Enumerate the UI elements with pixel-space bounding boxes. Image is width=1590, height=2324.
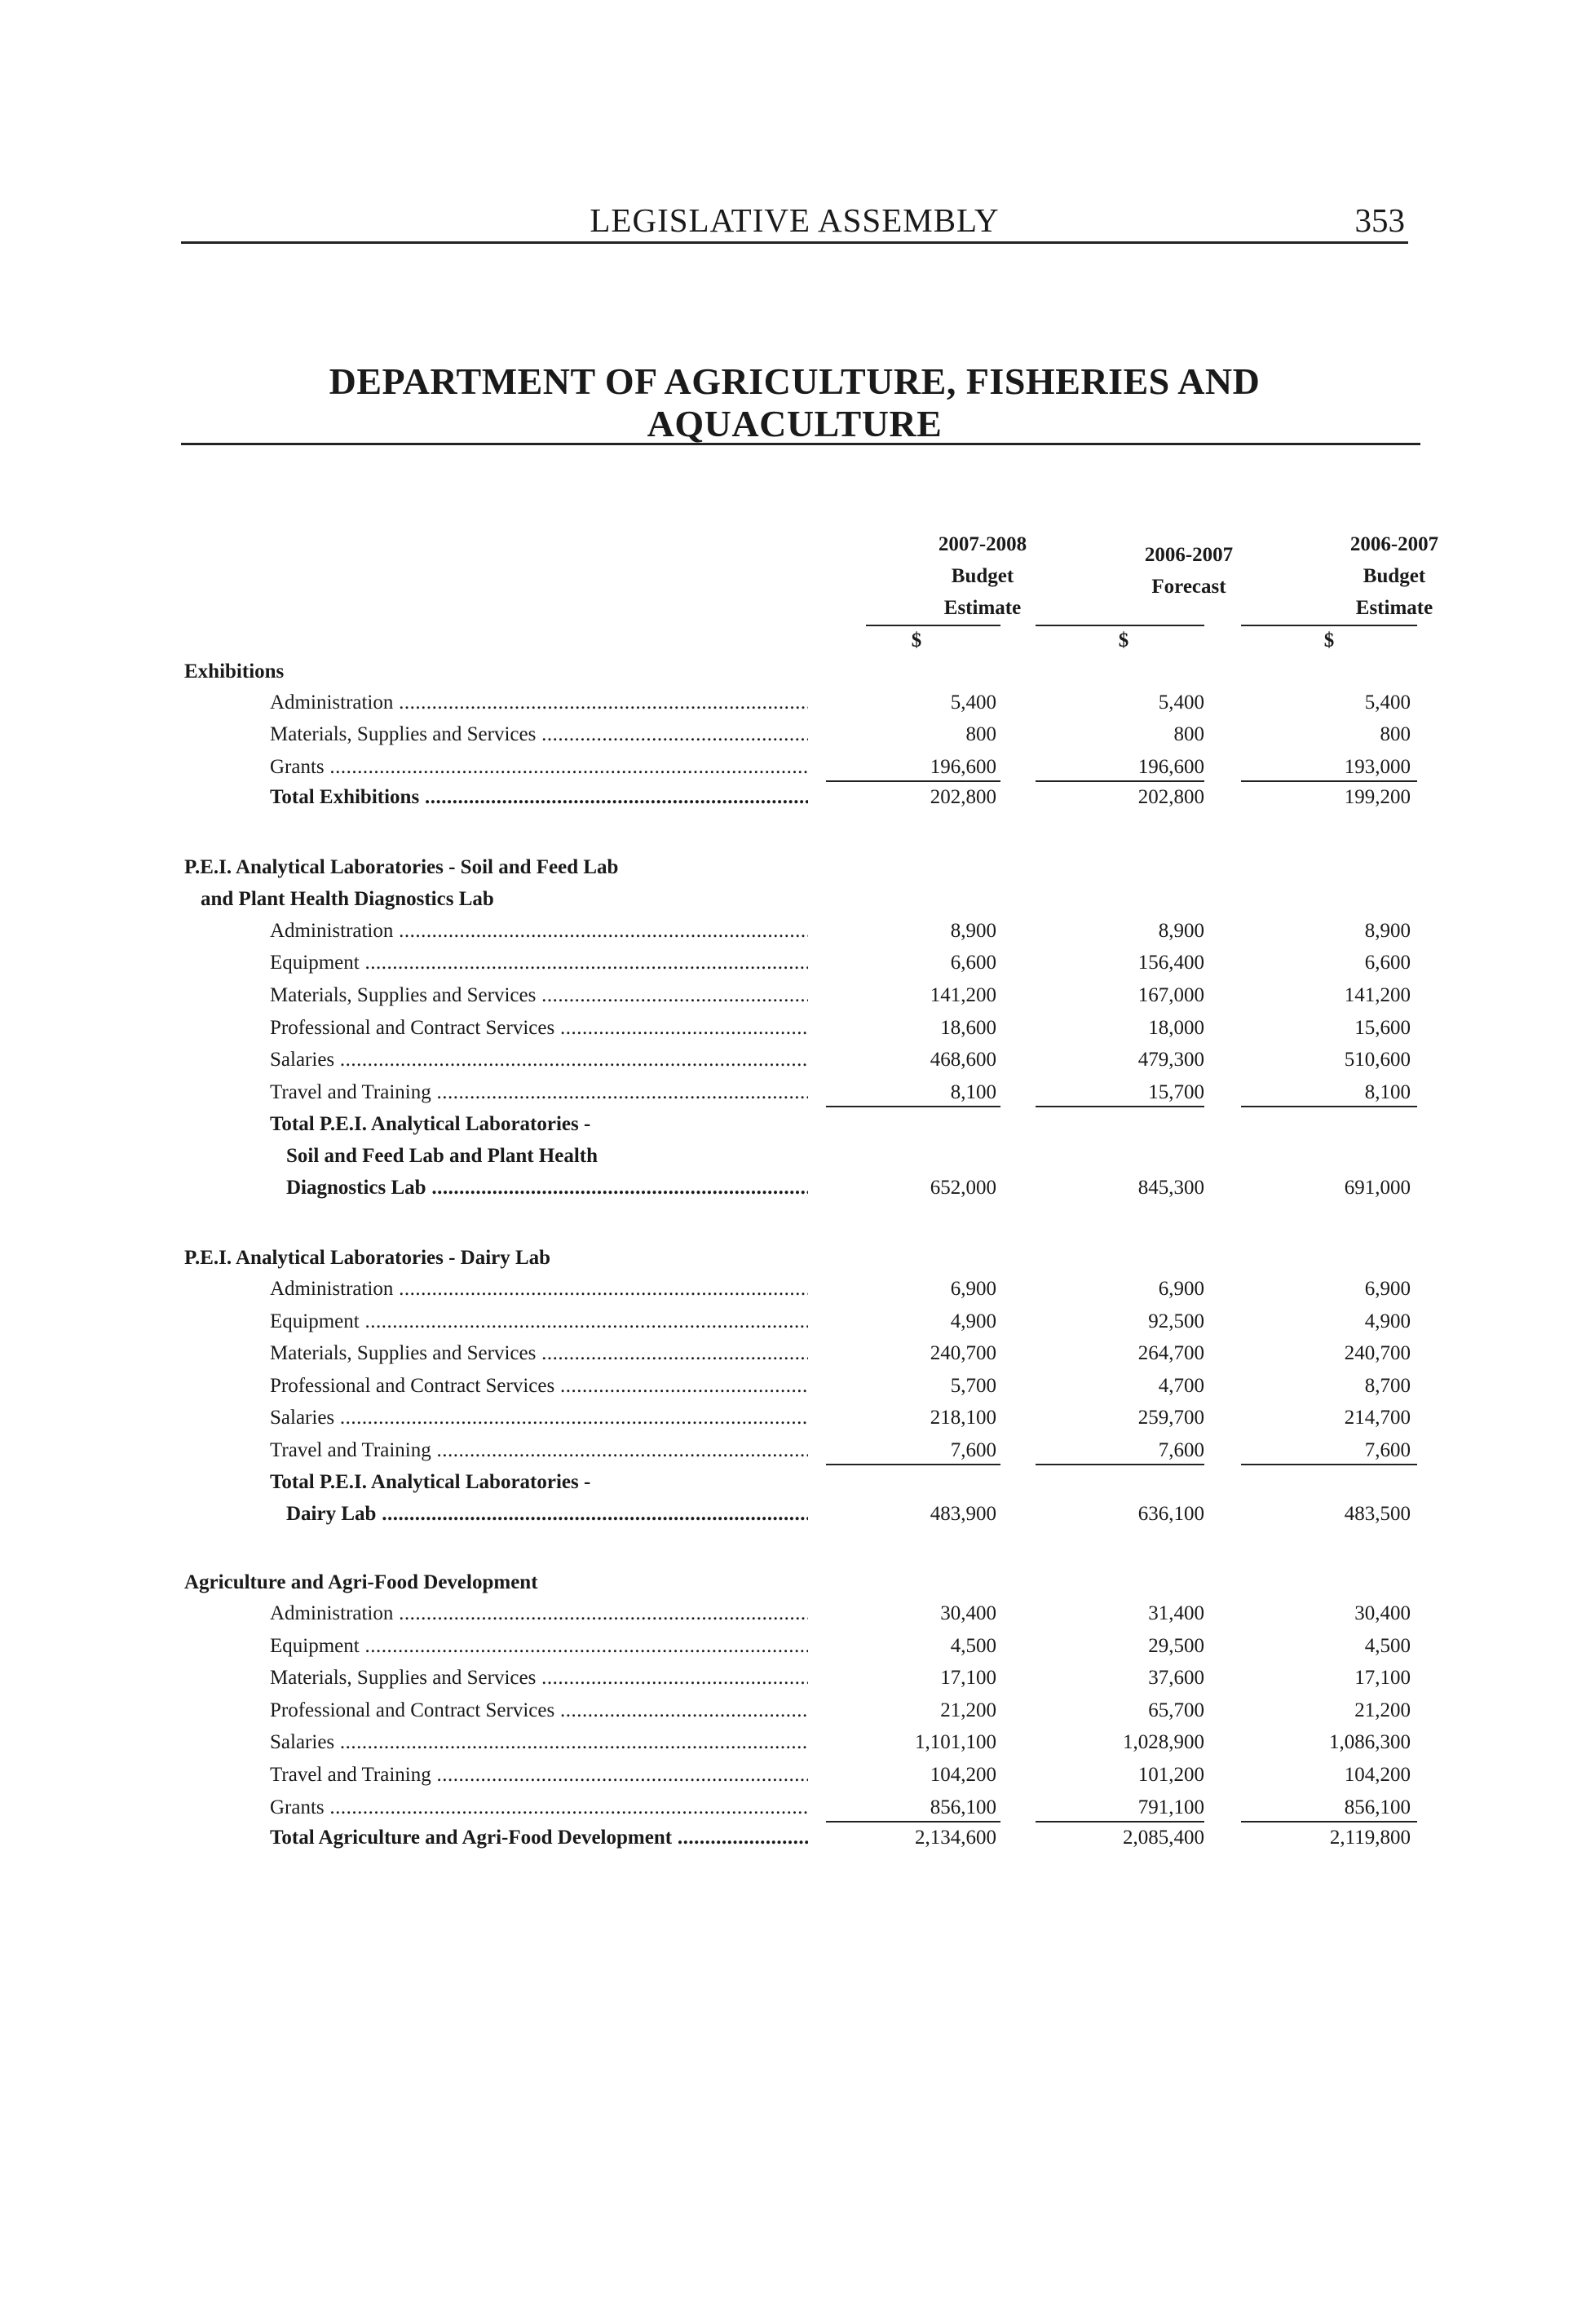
title-rule (181, 443, 1420, 445)
total-forecast-2006: 845,300 (1137, 1177, 1204, 1199)
value-budget-2006: 510,600 (1344, 1049, 1411, 1071)
row-label: Salaries ..... (270, 1407, 808, 1429)
table-row (0, 1731, 1590, 1764)
subtotal-rule (1036, 780, 1204, 782)
total-budget-2006: 2,119,800 (1329, 1827, 1411, 1849)
column-header-2 (1125, 534, 1252, 598)
table-row (0, 1667, 1590, 1699)
row-label: Materials, Supplies and Services ..... (270, 1342, 808, 1365)
total-row (0, 786, 1590, 819)
value-forecast-2006: 15,700 (1148, 1081, 1204, 1103)
row-label: Administration ..... (270, 920, 808, 943)
table-row (0, 952, 1590, 984)
total-forecast-2006: 2,085,400 (1123, 1827, 1204, 1849)
value-budget-2006: 5,400 (1364, 691, 1411, 714)
row-label: Equipment ..... (270, 1635, 808, 1658)
header-title: LEGISLATIVE ASSEMBLY (590, 201, 1000, 239)
subtotal-rule (1241, 1464, 1417, 1465)
row-label: Administration ..... (270, 1602, 808, 1625)
value-budget-2006: 214,700 (1344, 1407, 1411, 1429)
value-budget-2007: 218,100 (930, 1407, 996, 1429)
col3-line3: Estimate (1355, 597, 1433, 619)
value-forecast-2006: 800 (1173, 723, 1204, 745)
row-label: Materials, Supplies and Services ..... (270, 723, 808, 746)
row-label: Travel and Training ..... (270, 1764, 808, 1787)
table-row (0, 1310, 1590, 1343)
table-row (0, 1049, 1590, 1081)
total-row (0, 1177, 1590, 1209)
table-row (0, 1602, 1590, 1635)
total-label: Total Agriculture and Agri-Food Development ..... (270, 1827, 808, 1849)
total-budget-2006: 691,000 (1344, 1177, 1411, 1199)
value-budget-2006: 8,700 (1364, 1375, 1411, 1397)
section-title-continued: and Plant Health Diagnostics Lab (201, 888, 494, 910)
total-row (0, 1827, 1590, 1859)
subtotal-rule (1241, 1821, 1417, 1823)
value-budget-2007: 856,100 (930, 1796, 996, 1818)
total-budget-2007: 652,000 (930, 1177, 996, 1199)
value-forecast-2006: 1,028,900 (1123, 1731, 1204, 1753)
col1-line1: 2007-2008 (938, 533, 1027, 555)
table-row (0, 920, 1590, 952)
col1-line2: Budget (951, 565, 1014, 587)
value-budget-2006: 8,100 (1364, 1081, 1411, 1103)
value-budget-2007: 196,600 (930, 756, 996, 778)
table-row (0, 691, 1590, 724)
unit-col1: $ (911, 630, 922, 652)
value-forecast-2006: 6,900 (1158, 1278, 1204, 1300)
value-forecast-2006: 479,300 (1137, 1049, 1204, 1071)
table-row (0, 984, 1590, 1017)
value-forecast-2006: 156,400 (1137, 952, 1204, 974)
value-forecast-2006: 4,700 (1158, 1375, 1204, 1397)
value-forecast-2006: 791,100 (1137, 1796, 1204, 1818)
table-row (0, 1017, 1590, 1049)
total-budget-2006: 483,500 (1344, 1503, 1411, 1525)
total-budget-2007: 483,900 (930, 1503, 996, 1525)
total-label: Total Exhibitions ..... (270, 786, 808, 809)
value-budget-2007: 8,900 (950, 920, 996, 942)
value-budget-2007: 104,200 (930, 1764, 996, 1786)
total-row (0, 1503, 1590, 1535)
subtotal-rule (1241, 780, 1417, 782)
value-budget-2007: 6,900 (950, 1278, 996, 1300)
unit-col3: $ (1323, 630, 1335, 652)
unit-col2: $ (1118, 630, 1129, 652)
header-rule-3 (1241, 625, 1417, 626)
col2-line3: Forecast (1151, 576, 1226, 598)
value-budget-2006: 856,100 (1344, 1796, 1411, 1818)
value-budget-2006: 4,900 (1364, 1310, 1411, 1332)
subtotal-rule (1036, 1106, 1204, 1107)
value-budget-2006: 6,900 (1364, 1278, 1411, 1300)
row-label: Equipment ..... (270, 1310, 808, 1333)
value-budget-2007: 468,600 (930, 1049, 996, 1071)
total-forecast-2006: 202,800 (1137, 786, 1204, 808)
table-row (0, 1764, 1590, 1796)
header-rule-1 (866, 625, 1000, 626)
value-budget-2007: 5,400 (950, 691, 996, 714)
section-title: Exhibitions (184, 661, 285, 683)
row-label: Professional and Contract Services ..... (270, 1699, 808, 1722)
page-header (181, 202, 1408, 244)
value-budget-2006: 800 (1380, 723, 1411, 745)
value-forecast-2006: 37,600 (1148, 1667, 1204, 1689)
value-budget-2007: 8,100 (950, 1081, 996, 1103)
subtotal-rule (826, 1464, 1000, 1465)
row-label: Grants ..... (270, 1796, 808, 1819)
value-budget-2006: 104,200 (1344, 1764, 1411, 1786)
value-budget-2006: 7,600 (1364, 1439, 1411, 1461)
row-label: Travel and Training ..... (270, 1439, 808, 1462)
value-forecast-2006: 31,400 (1148, 1602, 1204, 1624)
subtotal-rule (1036, 1464, 1204, 1465)
row-label: Salaries ..... (270, 1731, 808, 1754)
value-budget-2007: 30,400 (940, 1602, 996, 1624)
col2-line2: 2006-2007 (1144, 544, 1234, 566)
value-forecast-2006: 8,900 (1158, 920, 1204, 942)
value-forecast-2006: 7,600 (1158, 1439, 1204, 1461)
total-budget-2006: 199,200 (1344, 786, 1411, 808)
column-header-1 (919, 534, 1046, 619)
department-title: DEPARTMENT OF AGRICULTURE, FISHERIES AND AQUACULTURE (329, 360, 1261, 444)
value-budget-2007: 21,200 (940, 1699, 996, 1721)
col1-line3: Estimate (943, 597, 1022, 619)
total-budget-2007: 2,134,600 (915, 1827, 996, 1849)
value-budget-2006: 8,900 (1364, 920, 1411, 942)
value-budget-2007: 18,600 (940, 1017, 996, 1039)
value-budget-2007: 6,600 (950, 952, 996, 974)
value-budget-2007: 240,700 (930, 1342, 996, 1364)
value-budget-2006: 6,600 (1364, 952, 1411, 974)
value-forecast-2006: 29,500 (1148, 1635, 1204, 1657)
row-label: Professional and Contract Services ..... (270, 1375, 808, 1398)
table-row (0, 1407, 1590, 1439)
row-label: Travel and Training ..... (270, 1081, 808, 1104)
subtotal-rule (826, 780, 1000, 782)
value-forecast-2006: 5,400 (1158, 691, 1204, 714)
row-label: Salaries ..... (270, 1049, 808, 1071)
value-budget-2007: 4,900 (950, 1310, 996, 1332)
value-budget-2006: 15,600 (1354, 1017, 1411, 1039)
value-forecast-2006: 167,000 (1137, 984, 1204, 1006)
row-label: Materials, Supplies and Services ..... (270, 1667, 808, 1690)
value-forecast-2006: 101,200 (1137, 1764, 1204, 1786)
total-label-continued: Soil and Feed Lab and Plant Health (286, 1145, 598, 1167)
section-title: P.E.I. Analytical Laboratories - Dairy Lab (184, 1247, 551, 1269)
total-label-end: Dairy Lab ..... (286, 1503, 808, 1526)
table-row (0, 1796, 1590, 1829)
value-budget-2006: 30,400 (1354, 1602, 1411, 1624)
col3-line2: Budget (1363, 565, 1426, 587)
subtotal-rule (826, 1821, 1000, 1823)
total-forecast-2006: 636,100 (1137, 1503, 1204, 1525)
table-row (0, 1342, 1590, 1375)
total-label: Total P.E.I. Analytical Laboratories - (270, 1113, 591, 1135)
table-row (0, 1278, 1590, 1310)
value-budget-2006: 17,100 (1354, 1667, 1411, 1689)
subtotal-rule (826, 1106, 1000, 1107)
value-budget-2007: 1,101,100 (915, 1731, 996, 1753)
table-row (0, 723, 1590, 756)
row-label: Administration ..... (270, 1278, 808, 1301)
table-row (0, 1635, 1590, 1668)
subtotal-rule (1036, 1821, 1204, 1823)
column-header-3 (1331, 534, 1458, 619)
value-forecast-2006: 65,700 (1148, 1699, 1204, 1721)
table-row (0, 1375, 1590, 1407)
total-label: Total P.E.I. Analytical Laboratories - (270, 1471, 591, 1493)
value-forecast-2006: 92,500 (1148, 1310, 1204, 1332)
table-row (0, 1439, 1590, 1472)
section-title: P.E.I. Analytical Laboratories - Soil and Feed Lab (184, 856, 619, 878)
value-budget-2006: 4,500 (1364, 1635, 1411, 1657)
row-label: Administration ..... (270, 691, 808, 714)
value-budget-2006: 240,700 (1344, 1342, 1411, 1364)
col3-line1: 2006-2007 (1349, 533, 1439, 555)
value-forecast-2006: 259,700 (1137, 1407, 1204, 1429)
value-budget-2007: 4,500 (950, 1635, 996, 1657)
table-row (0, 1699, 1590, 1732)
value-budget-2007: 17,100 (940, 1667, 996, 1689)
page-number: 353 (1354, 201, 1405, 239)
total-budget-2007: 202,800 (930, 786, 996, 808)
row-label: Professional and Contract Services ..... (270, 1017, 808, 1040)
value-budget-2006: 21,200 (1354, 1699, 1411, 1721)
subtotal-rule (1241, 1106, 1417, 1107)
value-budget-2006: 141,200 (1344, 984, 1411, 1006)
row-label: Grants ..... (270, 756, 808, 779)
row-label: Equipment ..... (270, 952, 808, 974)
value-forecast-2006: 196,600 (1137, 756, 1204, 778)
value-budget-2007: 7,600 (950, 1439, 996, 1461)
header-rule-2 (1036, 625, 1204, 626)
total-label-end: Diagnostics Lab ..... (286, 1177, 808, 1200)
value-budget-2007: 800 (965, 723, 996, 745)
section-title: Agriculture and Agri-Food Development (184, 1571, 538, 1593)
table-row (0, 1081, 1590, 1114)
value-budget-2006: 193,000 (1344, 756, 1411, 778)
row-label: Materials, Supplies and Services ..... (270, 984, 808, 1007)
value-budget-2007: 141,200 (930, 984, 996, 1006)
value-forecast-2006: 18,000 (1148, 1017, 1204, 1039)
table-row (0, 756, 1590, 789)
value-budget-2007: 5,700 (950, 1375, 996, 1397)
value-forecast-2006: 264,700 (1137, 1342, 1204, 1364)
value-budget-2006: 1,086,300 (1329, 1731, 1411, 1753)
